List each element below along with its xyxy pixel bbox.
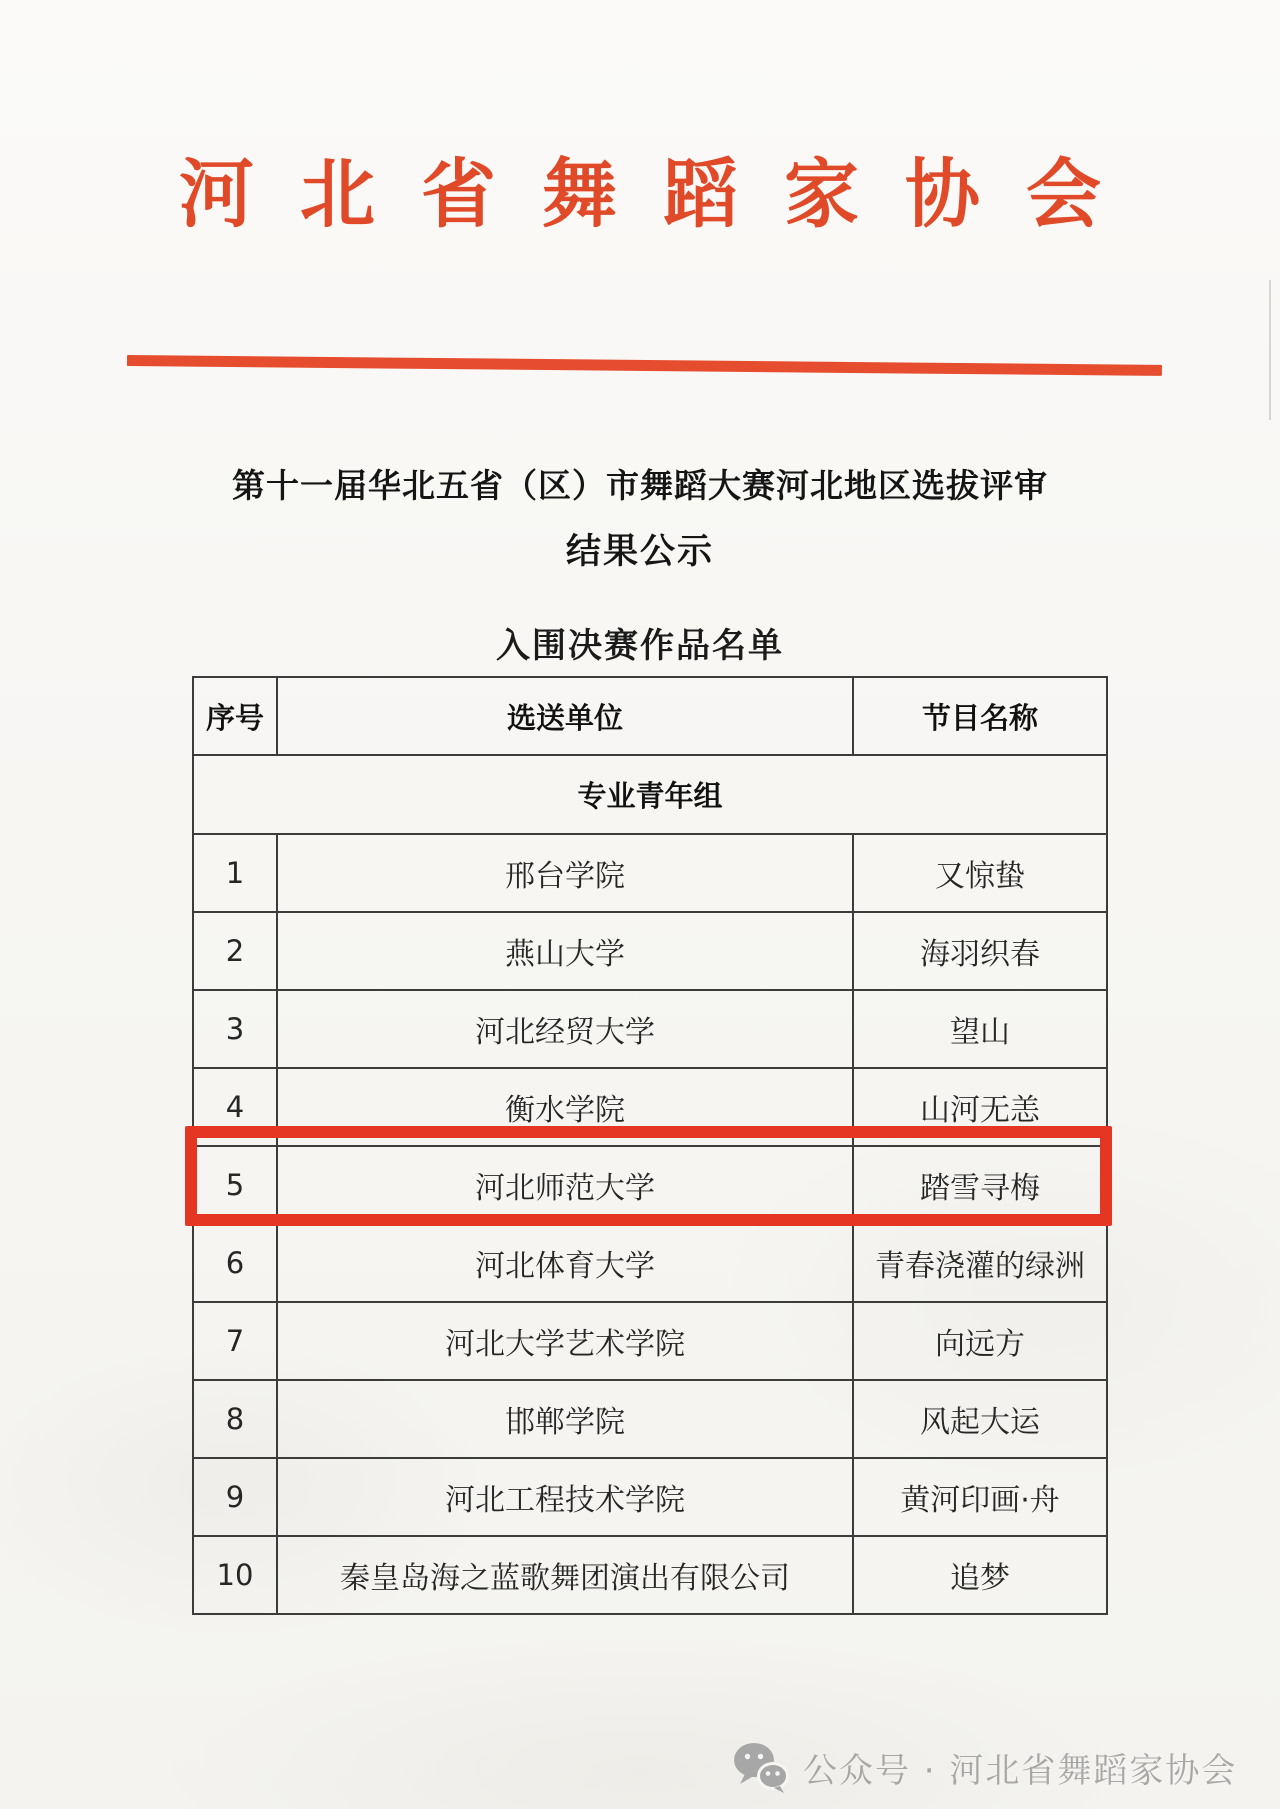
cell-index: 8	[193, 1380, 277, 1458]
cell-unit: 河北师范大学	[277, 1146, 853, 1224]
wechat-account-label: 公众号 · 河北省舞蹈家协会	[803, 1750, 1238, 1791]
table-row	[193, 1302, 1107, 1380]
cell-work: 青春浇灌的绿洲	[853, 1224, 1107, 1302]
cell-unit: 邢台学院	[277, 834, 853, 912]
cell-work: 追梦	[853, 1536, 1107, 1614]
cell-unit: 河北体育大学	[277, 1224, 853, 1302]
cell-unit: 秦皇岛海之蓝歌舞团演出有限公司	[277, 1536, 853, 1614]
table-row	[193, 1380, 1107, 1458]
table-row	[193, 912, 1107, 990]
cell-index: 3	[193, 990, 277, 1068]
cell-index: 4	[193, 1068, 277, 1146]
letterhead-divider-rule	[127, 355, 1162, 376]
cell-work: 山河无恙	[853, 1068, 1107, 1146]
table-row-highlighted	[193, 1146, 1107, 1224]
table-group-row	[193, 755, 1107, 834]
cell-unit: 燕山大学	[277, 912, 853, 990]
table-header-row	[193, 677, 1107, 755]
cell-work: 又惊蛰	[853, 834, 1107, 912]
document-title-line2: 结果公示	[565, 532, 714, 572]
cell-unit: 河北工程技术学院	[277, 1458, 853, 1536]
letterhead-org-title: 河北省舞蹈家协会	[178, 150, 1147, 238]
wechat-watermark	[733, 1740, 1237, 1794]
column-header-work: 节目名称	[853, 677, 1107, 755]
results-table	[192, 676, 1108, 1615]
table-row	[193, 1458, 1107, 1536]
cell-index: 1	[193, 834, 277, 912]
table-row	[193, 834, 1107, 912]
cell-index: 2	[193, 912, 277, 990]
cell-work: 风起大运	[853, 1380, 1107, 1458]
cell-unit: 邯郸学院	[277, 1380, 853, 1458]
table-row	[193, 990, 1107, 1068]
cell-index: 10	[193, 1536, 277, 1614]
document-title-line1: 第十一届华北五省（区）市舞蹈大赛河北地区选拔评审	[232, 466, 1048, 505]
scan-artifact-line	[1269, 280, 1271, 420]
wechat-icon	[733, 1741, 789, 1793]
table-row	[193, 1068, 1107, 1146]
table-row	[193, 1224, 1107, 1302]
cell-work: 望山	[853, 990, 1107, 1068]
cell-unit: 衡水学院	[277, 1068, 853, 1146]
cell-work: 踏雪寻梅	[853, 1146, 1107, 1224]
cell-work: 黄河印画·舟	[853, 1458, 1107, 1536]
finalist-list-title: 入围决赛作品名单	[496, 626, 784, 666]
cell-index: 6	[193, 1224, 277, 1302]
column-header-unit: 选送单位	[277, 677, 853, 755]
column-header-index: 序号	[193, 677, 277, 755]
cell-index: 5	[193, 1146, 277, 1224]
cell-work: 海羽织春	[853, 912, 1107, 990]
cell-index: 7	[193, 1302, 277, 1380]
cell-work: 向远方	[853, 1302, 1107, 1380]
table-row	[193, 1536, 1107, 1614]
group-label: 专业青年组	[193, 755, 1107, 834]
cell-unit: 河北大学艺术学院	[277, 1302, 853, 1380]
cell-unit: 河北经贸大学	[277, 990, 853, 1068]
cell-index: 9	[193, 1458, 277, 1536]
